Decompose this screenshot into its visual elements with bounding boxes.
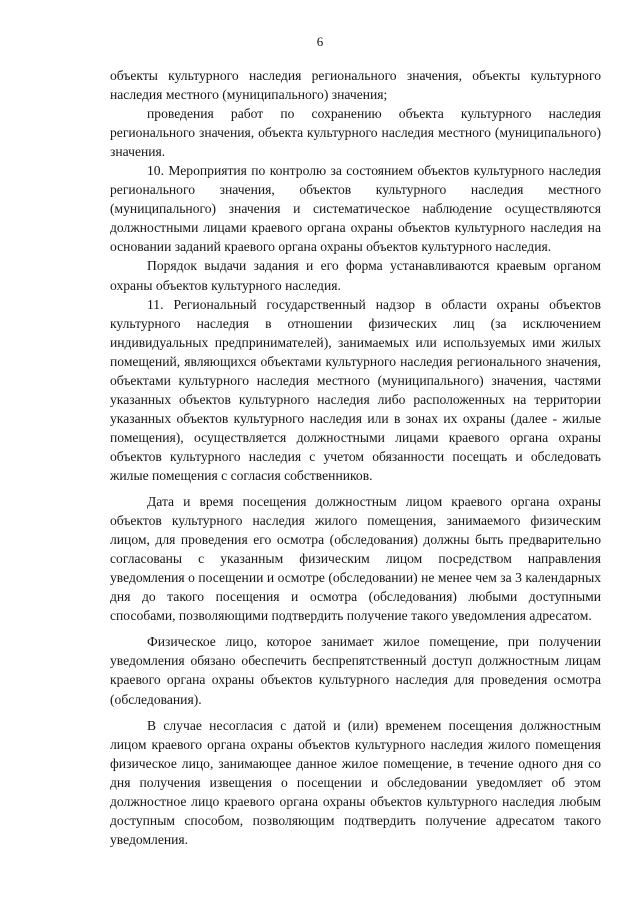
document-body xyxy=(110,66,601,849)
paragraph-conservation-works: проведения работ по сохранению объекта культурного наследия регионального значения, объекта культурного наследия местного (муниципального) значения. xyxy=(110,106,601,160)
page-number: 6 xyxy=(316,34,324,49)
paragraph-task-procedure: Порядок выдачи задания и его форма устанавливаются краевым органом охраны объектов культурного наследия. xyxy=(110,258,601,293)
paragraph-visit-date-agreement: Дата и время посещения должностным лицом краевого органа охраны объектов культурного наследия жилого помещения, занимаемого физическим лицом, для проведения его осмотра (обследования) должны быть предварительно согласованы с указанным физическим лицом посредством направления уведомления о посещении и осмотре (обследовании) не менее чем за 3 календарных дня до такого посещения и осмотра (обследования) любыми доступными способами, позволяющими подтвердить получение такого уведомления адресатом. xyxy=(110,494,601,624)
paragraph-heritage-objects-list-end: объекты культурного наследия регионального значения, объекты культурного наследия местного (муниципального) значения; xyxy=(110,68,601,103)
paragraph-item-11: 11. Региональный государственный надзор в области охраны объектов культурного наследия в отношении физических лиц (за исключением индивидуальных предпринимателей), занимаемых или используемых ими жилых помещений, являющихся объектами культурного наследия регионального значения, объектами культурного наследия местного (муниципального) значения, частями указанных объектов культурного наследия либо расположенных на территории указанных объектов культурного наследия или в зонах их охраны (далее - жилые помещения), осуществляется должностными лицами краевого органа охраны объектов культурного наследия с учетом обязанности посещать и обследовать жилые помещения с согласия собственников. xyxy=(110,296,601,483)
paragraph-item-10: 10. Мероприятия по контролю за состоянием объектов культурного наследия регионального значения, объектов культурного наследия местного (муниципального) значения и систематическое наблюдение осуществляются должностными лицами краевого органа охраны объектов культурного наследия на основании заданий краевого органа охраны объектов культурного наследия. xyxy=(110,163,601,255)
paragraph-disagreement-notice: В случае несогласия с датой и (или) временем посещения должностным лицом краевого органа охраны объектов культурного наследия жилого помещения физическое лицо, занимающее данное жилое помещение, в течение одного дня со дня получения извещения о посещении и обследовании уведомляет об этом должностное лицо краевого органа охраны объектов культурного наследия любым доступным способом, позволяющим подтвердить получение адресатом такого уведомления. xyxy=(110,717,601,847)
paragraph-resident-obligation: Физическое лицо, которое занимает жилое помещение, при получении уведомления обязано обеспечить беспрепятственный доступ должностным лицам краевого органа охраны объектов культурного наследия для проведения осмотра (обследования). xyxy=(110,634,601,707)
